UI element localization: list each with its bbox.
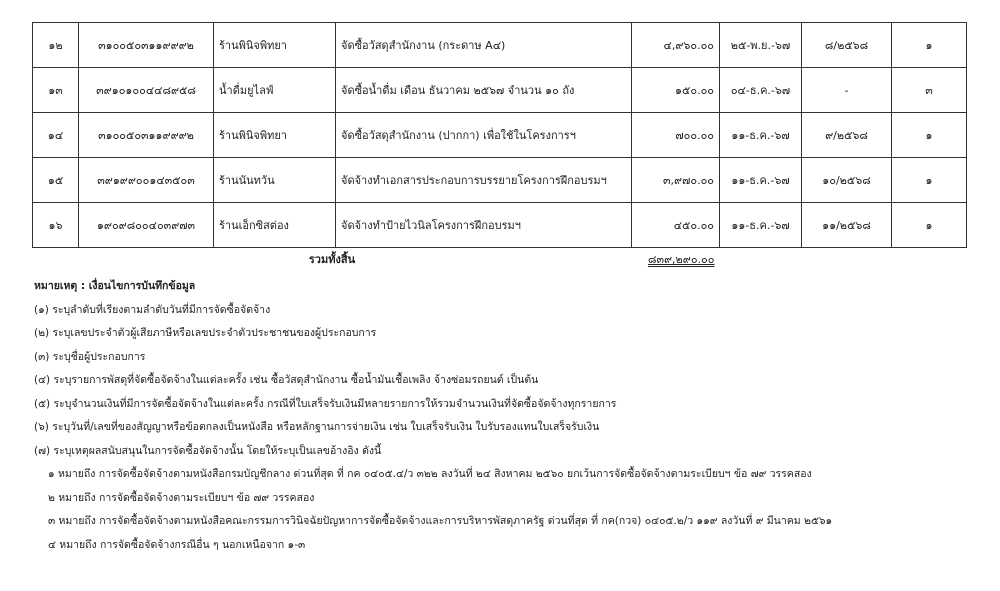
note-subitem: ๔ หมายถึง การจัดซื้อจัดจ้างกรณีอื่น ๆ นอกเหนือจาก ๑-๓: [48, 538, 306, 551]
table-row: [33, 23, 967, 68]
reference-cell: ๘/๒๕๖๘: [802, 23, 892, 68]
item-cell: จัดซื้อวัสดุสำนักงาน (ปากกา) เพื่อใช้ในโครงการฯ: [336, 113, 632, 158]
tax-id-cell: ๓๑๐๐๕๐๓๑๑๙๙๙๒: [79, 113, 214, 158]
tax-id-cell: ๓๙๑๐๑๐๐๔๔๘๙๕๘: [79, 68, 214, 113]
row-number: ๑๔: [33, 113, 79, 158]
note-subitem: ๓ หมายถึง การจัดซื้อจัดจ้างตามหนังสือคณะกรรมการวินิจฉัยปัญหาการจัดซื้อจัดจ้างและการบริหารพัสดุภาครัฐ ด่วนที่สุด ที่ กค(กวจ) ๐๔๐๕.๒/ว ๑๑๙ ลงวันที่ ๙ มีนาคม ๒๕๖๑: [48, 515, 833, 527]
date-cell: ๐๔-ธ.ค.-๖๗: [720, 68, 802, 113]
notes-section: [34, 275, 832, 557]
row-number: ๑๖: [33, 203, 79, 248]
amount-cell: ๓,๙๗๐.๐๐: [632, 158, 720, 203]
reason-code-cell: ๑: [892, 158, 967, 203]
table-row: [33, 158, 967, 203]
note-item: (๓) ระบุชื่อผู้ประกอบการ: [34, 350, 146, 363]
date-cell: ๒๕-พ.ย.-๖๗: [720, 23, 802, 68]
note-item: (๗) ระบุเหตุผลสนับสนุนในการจัดซื้อจัดจ้างนั้น โดยให้ระบุเป็นเลขอ้างอิง ดังนี้: [34, 444, 382, 457]
row-number: ๑๒: [33, 23, 79, 68]
amount-cell: ๔๕๐.๐๐: [632, 203, 720, 248]
note-item: (๔) ระบุรายการพัสดุที่จัดซื้อจัดจ้างในแต่ละครั้ง เช่น ซื้อวัสดุสำนักงาน ซื้อน้ำมันเชื้อเพลิง จ้างซ่อมรถยนต์ เป็นต้น: [34, 374, 539, 386]
item-cell: จัดซื้อน้ำดื่ม เดือน ธันวาคม ๒๕๖๗ จำนวน ๑๐ ถัง: [336, 68, 632, 113]
amount-cell: ๔,๙๖๐.๐๐: [632, 23, 720, 68]
reason-code-cell: ๑: [892, 23, 967, 68]
date-cell: ๑๑-ธ.ค.-๖๗: [720, 113, 802, 158]
item-cell: จัดจ้างทำเอกสารประกอบการบรรยายโครงการฝึกอบรมฯ: [336, 158, 632, 203]
tax-id-cell: ๑๙๐๙๘๐๐๔๐๓๙๗๓: [79, 203, 214, 248]
note-subitem: ๑ หมายถึง การจัดซื้อจัดจ้างตามหนังสือกรมบัญชีกลาง ด่วนที่สุด ที่ กค ๐๔๐๕.๔/ว ๓๒๒ ลงวันที่ ๒๔ สิงหาคม ๒๕๖๐ ยกเว้นการจัดซื้อจัดจ้างตามระเบียบฯ ข้อ ๗๙ วรรคสอง: [48, 468, 812, 480]
table-row: [33, 203, 967, 248]
date-cell: ๑๑-ธ.ค.-๖๗: [720, 203, 802, 248]
date-cell: ๑๑-ธ.ค.-๖๗: [720, 158, 802, 203]
note-item: (๕) ระบุจำนวนเงินที่มีการจัดซื้อจัดจ้างในแต่ละครั้ง กรณีที่ใบเสร็จรับเงินมีหลายรายการให้รวมจำนวนเงินที่จัดซื้อจัดจ้างทุกรายการ: [34, 397, 617, 410]
vendor-cell: ร้านพินิจพิทยา: [214, 23, 336, 68]
reason-code-cell: ๑: [892, 113, 967, 158]
total-row: [33, 248, 967, 271]
reference-cell: -: [802, 68, 892, 113]
row-number: ๑๕: [33, 158, 79, 203]
vendor-cell: ร้านนันทวัน: [214, 158, 336, 203]
vendor-cell: ร้านพินิจพิทยา: [214, 113, 336, 158]
note-subitem: ๒ หมายถึง การจัดซื้อจัดจ้างตามระเบียบฯ ข้อ ๗๙ วรรคสอง: [48, 491, 315, 504]
amount-cell: ๑๕๐.๐๐: [632, 68, 720, 113]
tax-id-cell: ๓๑๐๐๕๐๓๑๑๙๙๙๒: [79, 23, 214, 68]
note-item: (๖) ระบุวันที่/เลขที่ของสัญญาหรือข้อตกลงเป็นหนังสือ หรือหลักฐานการจ่ายเงิน เช่น ใบเสร็จรับเงิน ใบรับรองแทนใบเสร็จรับเงิน: [34, 421, 600, 433]
vendor-cell: น้ำดื่มยูไลฟ์: [214, 68, 336, 113]
procurement-table: [32, 22, 967, 270]
reason-code-cell: ๓: [892, 68, 967, 113]
note-item: (๒) ระบุเลขประจำตัวผู้เสียภาษีหรือเลขประจำตัวประชาชนของผู้ประกอบการ: [34, 327, 377, 339]
table-row: [33, 68, 967, 113]
notes-title: หมายเหตุ : เงื่อนไขการบันทึกข้อมูล: [34, 280, 196, 292]
total-label: รวมทั้งสิ้น: [308, 253, 356, 266]
table-row: [33, 113, 967, 158]
reference-cell: ๑๑/๒๕๖๘: [802, 203, 892, 248]
total-amount: ๘๓๙,๒๙๐.๐๐: [647, 253, 715, 266]
reference-cell: ๑๐/๒๕๖๘: [802, 158, 892, 203]
amount-cell: ๗๐๐.๐๐: [632, 113, 720, 158]
note-item: (๑) ระบุลำดับที่เรียงตามลำดับวันที่มีการจัดซื้อจัดจ้าง: [34, 303, 271, 316]
vendor-cell: ร้านเอ็กซิสต่อง: [214, 203, 336, 248]
item-cell: จัดจ้างทำป้ายไวนิลโครงการฝึกอบรมฯ: [336, 203, 632, 248]
reference-cell: ๙/๒๕๖๘: [802, 113, 892, 158]
item-cell: จัดซื้อวัสดุสำนักงาน (กระดาษ A๔): [336, 23, 632, 68]
row-number: ๑๓: [33, 68, 79, 113]
tax-id-cell: ๓๙๑๙๙๐๐๑๔๓๕๐๓: [79, 158, 214, 203]
reason-code-cell: ๑: [892, 203, 967, 248]
total-filler: [720, 248, 967, 271]
